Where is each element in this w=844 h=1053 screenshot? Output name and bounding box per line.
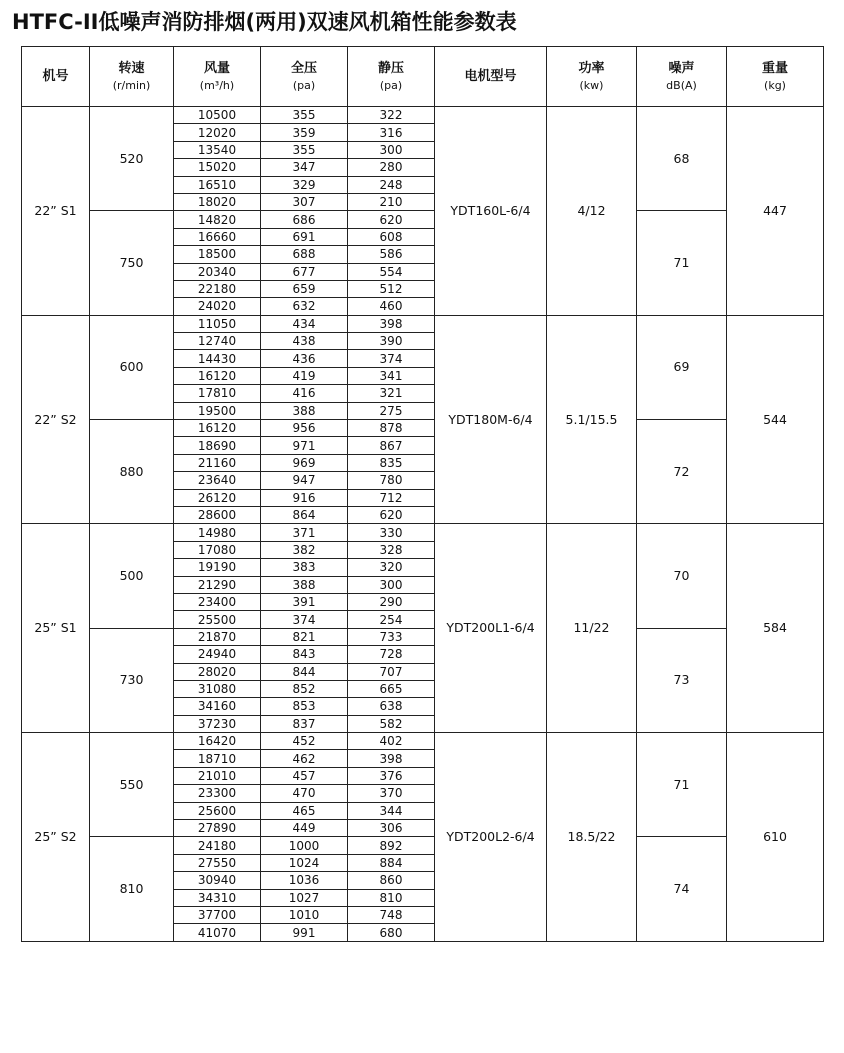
table-row <box>22 628 824 645</box>
header-sub: (r/min) <box>112 78 151 92</box>
static-pressure-cell: 344 <box>348 802 435 819</box>
static-pressure-cell: 290 <box>348 593 435 610</box>
total-pressure-cell: 329 <box>261 176 348 193</box>
header-sub: (kw) <box>579 78 604 92</box>
static-pressure-cell: 680 <box>348 924 435 941</box>
airflow-cell: 28600 <box>174 506 261 523</box>
header-row <box>22 47 824 107</box>
static-pressure-cell: 712 <box>348 489 435 506</box>
static-pressure-cell: 370 <box>348 785 435 802</box>
airflow-cell: 18710 <box>174 750 261 767</box>
static-pressure-cell: 390 <box>348 333 435 350</box>
total-pressure-cell: 991 <box>261 924 348 941</box>
airflow-cell: 22180 <box>174 280 261 297</box>
static-pressure-cell: 306 <box>348 820 435 837</box>
airflow-cell: 27550 <box>174 854 261 871</box>
total-pressure-cell: 1024 <box>261 854 348 871</box>
airflow-cell: 14980 <box>174 524 261 541</box>
total-pressure-cell: 374 <box>261 611 348 628</box>
airflow-cell: 41070 <box>174 924 261 941</box>
page-title: HTFC-II低噪声消防排烟(两用)双速风机箱性能参数表 <box>12 10 517 34</box>
airflow-cell: 34160 <box>174 698 261 715</box>
total-pressure-cell: 307 <box>261 193 348 210</box>
power-cell: 18.5/22 <box>547 733 637 942</box>
total-pressure-cell: 1027 <box>261 889 348 906</box>
header-sub: dB(A) <box>666 78 697 92</box>
header-sub: (m³/h) <box>199 78 235 92</box>
static-pressure-cell: 582 <box>348 715 435 732</box>
static-pressure-cell: 878 <box>348 420 435 437</box>
total-pressure-cell: 916 <box>261 489 348 506</box>
header-sub: (pa) <box>292 78 316 92</box>
header-main: 功率 <box>578 60 605 76</box>
static-pressure-cell: 376 <box>348 767 435 784</box>
airflow-cell: 18500 <box>174 246 261 263</box>
total-pressure-cell: 436 <box>261 350 348 367</box>
total-pressure-cell: 391 <box>261 593 348 610</box>
total-pressure-cell: 1036 <box>261 872 348 889</box>
total-pressure-cell: 449 <box>261 820 348 837</box>
total-pressure-cell: 837 <box>261 715 348 732</box>
noise-cell: 73 <box>637 628 727 732</box>
total-pressure-cell: 359 <box>261 124 348 141</box>
header-cell-static-pressure <box>348 47 435 107</box>
static-pressure-cell: 884 <box>348 854 435 871</box>
airflow-cell: 23300 <box>174 785 261 802</box>
total-pressure-cell: 355 <box>261 107 348 124</box>
noise-cell: 71 <box>637 211 727 315</box>
total-pressure-cell: 821 <box>261 628 348 645</box>
noise-cell: 71 <box>637 733 727 837</box>
static-pressure-cell: 554 <box>348 263 435 280</box>
airflow-cell: 14430 <box>174 350 261 367</box>
total-pressure-cell: 852 <box>261 680 348 697</box>
static-pressure-cell: 316 <box>348 124 435 141</box>
table-row <box>22 315 824 332</box>
total-pressure-cell: 388 <box>261 402 348 419</box>
airflow-cell: 24180 <box>174 837 261 854</box>
table-body <box>22 107 824 942</box>
total-pressure-cell: 864 <box>261 506 348 523</box>
model-cell: 25” S2 <box>22 733 90 942</box>
table-header <box>22 47 824 107</box>
airflow-cell: 31080 <box>174 680 261 697</box>
static-pressure-cell: 748 <box>348 906 435 923</box>
motor-cell: YDT180M-6/4 <box>435 315 547 524</box>
table-row <box>22 420 824 437</box>
total-pressure-cell: 659 <box>261 280 348 297</box>
header-main: 全压 <box>290 60 317 76</box>
airflow-cell: 16120 <box>174 367 261 384</box>
static-pressure-cell: 300 <box>348 141 435 158</box>
static-pressure-cell: 586 <box>348 246 435 263</box>
motor-cell: YDT200L1-6/4 <box>435 524 547 733</box>
static-pressure-cell: 608 <box>348 228 435 245</box>
airflow-cell: 16510 <box>174 176 261 193</box>
static-pressure-cell: 665 <box>348 680 435 697</box>
static-pressure-cell: 398 <box>348 315 435 332</box>
total-pressure-cell: 462 <box>261 750 348 767</box>
total-pressure-cell: 686 <box>261 211 348 228</box>
static-pressure-cell: 892 <box>348 837 435 854</box>
static-pressure-cell: 620 <box>348 506 435 523</box>
total-pressure-cell: 355 <box>261 141 348 158</box>
header-main: 机号 <box>42 69 69 84</box>
airflow-cell: 28020 <box>174 663 261 680</box>
static-pressure-cell: 638 <box>348 698 435 715</box>
airflow-cell: 12020 <box>174 124 261 141</box>
header-main: 风量 <box>203 60 230 76</box>
header-main: 重量 <box>761 60 788 76</box>
speed-cell: 550 <box>90 733 174 837</box>
static-pressure-cell: 460 <box>348 298 435 315</box>
airflow-cell: 18020 <box>174 193 261 210</box>
model-cell: 22” S1 <box>22 107 90 316</box>
total-pressure-cell: 853 <box>261 698 348 715</box>
model-cell: 22” S2 <box>22 315 90 524</box>
airflow-cell: 16120 <box>174 420 261 437</box>
header-cell-noise <box>637 47 727 107</box>
noise-cell: 70 <box>637 524 727 628</box>
static-pressure-cell: 374 <box>348 350 435 367</box>
static-pressure-cell: 300 <box>348 576 435 593</box>
power-cell: 5.1/15.5 <box>547 315 637 524</box>
static-pressure-cell: 322 <box>348 107 435 124</box>
speed-cell: 500 <box>90 524 174 628</box>
airflow-cell: 19500 <box>174 402 261 419</box>
total-pressure-cell: 419 <box>261 367 348 384</box>
airflow-cell: 30940 <box>174 872 261 889</box>
performance-table <box>21 46 824 942</box>
total-pressure-cell: 632 <box>261 298 348 315</box>
static-pressure-cell: 398 <box>348 750 435 767</box>
airflow-cell: 20340 <box>174 263 261 280</box>
airflow-cell: 21010 <box>174 767 261 784</box>
header-main: 转速 <box>118 60 145 76</box>
airflow-cell: 11050 <box>174 315 261 332</box>
airflow-cell: 12740 <box>174 333 261 350</box>
noise-cell: 74 <box>637 837 727 941</box>
airflow-cell: 14820 <box>174 211 261 228</box>
header-sub: (pa) <box>379 78 403 92</box>
weight-cell: 447 <box>727 107 824 316</box>
total-pressure-cell: 688 <box>261 246 348 263</box>
static-pressure-cell: 867 <box>348 437 435 454</box>
total-pressure-cell: 465 <box>261 802 348 819</box>
total-pressure-cell: 416 <box>261 385 348 402</box>
motor-cell: YDT200L2-6/4 <box>435 733 547 942</box>
airflow-cell: 17810 <box>174 385 261 402</box>
static-pressure-cell: 330 <box>348 524 435 541</box>
header-main: 噪声 <box>668 60 695 76</box>
static-pressure-cell: 275 <box>348 402 435 419</box>
weight-cell: 584 <box>727 524 824 733</box>
total-pressure-cell: 956 <box>261 420 348 437</box>
power-cell: 4/12 <box>547 107 637 316</box>
static-pressure-cell: 341 <box>348 367 435 384</box>
static-pressure-cell: 210 <box>348 193 435 210</box>
airflow-cell: 27890 <box>174 820 261 837</box>
total-pressure-cell: 1010 <box>261 906 348 923</box>
airflow-cell: 16660 <box>174 228 261 245</box>
airflow-cell: 10500 <box>174 107 261 124</box>
total-pressure-cell: 947 <box>261 472 348 489</box>
static-pressure-cell: 280 <box>348 159 435 176</box>
airflow-cell: 26120 <box>174 489 261 506</box>
header-cell-airflow <box>174 47 261 107</box>
table-row <box>22 107 824 124</box>
total-pressure-cell: 371 <box>261 524 348 541</box>
table-row <box>22 733 824 750</box>
static-pressure-cell: 320 <box>348 559 435 576</box>
table-row <box>22 211 824 228</box>
total-pressure-cell: 677 <box>261 263 348 280</box>
static-pressure-cell: 620 <box>348 211 435 228</box>
airflow-cell: 16420 <box>174 733 261 750</box>
static-pressure-cell: 707 <box>348 663 435 680</box>
header-cell-weight <box>727 47 824 107</box>
airflow-cell: 34310 <box>174 889 261 906</box>
header-cell-motor <box>435 47 547 107</box>
speed-cell: 600 <box>90 315 174 419</box>
static-pressure-cell: 860 <box>348 872 435 889</box>
total-pressure-cell: 347 <box>261 159 348 176</box>
motor-cell: YDT160L-6/4 <box>435 107 547 316</box>
total-pressure-cell: 691 <box>261 228 348 245</box>
total-pressure-cell: 438 <box>261 333 348 350</box>
static-pressure-cell: 835 <box>348 454 435 471</box>
header-main: 静压 <box>377 60 404 76</box>
total-pressure-cell: 971 <box>261 437 348 454</box>
total-pressure-cell: 969 <box>261 454 348 471</box>
airflow-cell: 23400 <box>174 593 261 610</box>
speed-cell: 520 <box>90 107 174 211</box>
weight-cell: 610 <box>727 733 824 942</box>
total-pressure-cell: 844 <box>261 663 348 680</box>
airflow-cell: 25500 <box>174 611 261 628</box>
speed-cell: 730 <box>90 628 174 732</box>
static-pressure-cell: 512 <box>348 280 435 297</box>
noise-cell: 69 <box>637 315 727 419</box>
airflow-cell: 15020 <box>174 159 261 176</box>
airflow-cell: 21290 <box>174 576 261 593</box>
total-pressure-cell: 388 <box>261 576 348 593</box>
total-pressure-cell: 434 <box>261 315 348 332</box>
noise-cell: 68 <box>637 107 727 211</box>
total-pressure-cell: 452 <box>261 733 348 750</box>
total-pressure-cell: 843 <box>261 646 348 663</box>
static-pressure-cell: 810 <box>348 889 435 906</box>
header-sub: (kg) <box>764 78 786 92</box>
static-pressure-cell: 728 <box>348 646 435 663</box>
static-pressure-cell: 321 <box>348 385 435 402</box>
static-pressure-cell: 248 <box>348 176 435 193</box>
airflow-cell: 21870 <box>174 628 261 645</box>
total-pressure-cell: 470 <box>261 785 348 802</box>
speed-cell: 810 <box>90 837 174 941</box>
total-pressure-cell: 457 <box>261 767 348 784</box>
static-pressure-cell: 733 <box>348 628 435 645</box>
total-pressure-cell: 1000 <box>261 837 348 854</box>
header-cell-speed <box>90 47 174 107</box>
static-pressure-cell: 780 <box>348 472 435 489</box>
airflow-cell: 24940 <box>174 646 261 663</box>
header-cell-model <box>22 47 90 107</box>
airflow-cell: 37230 <box>174 715 261 732</box>
static-pressure-cell: 328 <box>348 541 435 558</box>
noise-cell: 72 <box>637 420 727 524</box>
speed-cell: 880 <box>90 420 174 524</box>
static-pressure-cell: 254 <box>348 611 435 628</box>
airflow-cell: 21160 <box>174 454 261 471</box>
static-pressure-cell: 402 <box>348 733 435 750</box>
total-pressure-cell: 382 <box>261 541 348 558</box>
airflow-cell: 17080 <box>174 541 261 558</box>
header-cell-total-pressure <box>261 47 348 107</box>
power-cell: 11/22 <box>547 524 637 733</box>
table-row <box>22 524 824 541</box>
airflow-cell: 18690 <box>174 437 261 454</box>
airflow-cell: 19190 <box>174 559 261 576</box>
airflow-cell: 24020 <box>174 298 261 315</box>
total-pressure-cell: 383 <box>261 559 348 576</box>
airflow-cell: 13540 <box>174 141 261 158</box>
weight-cell: 544 <box>727 315 824 524</box>
speed-cell: 750 <box>90 211 174 315</box>
airflow-cell: 23640 <box>174 472 261 489</box>
airflow-cell: 37700 <box>174 906 261 923</box>
table-row <box>22 837 824 854</box>
airflow-cell: 25600 <box>174 802 261 819</box>
model-cell: 25” S1 <box>22 524 90 733</box>
header-cell-power <box>547 47 637 107</box>
header-main: 电机型号 <box>464 69 517 84</box>
